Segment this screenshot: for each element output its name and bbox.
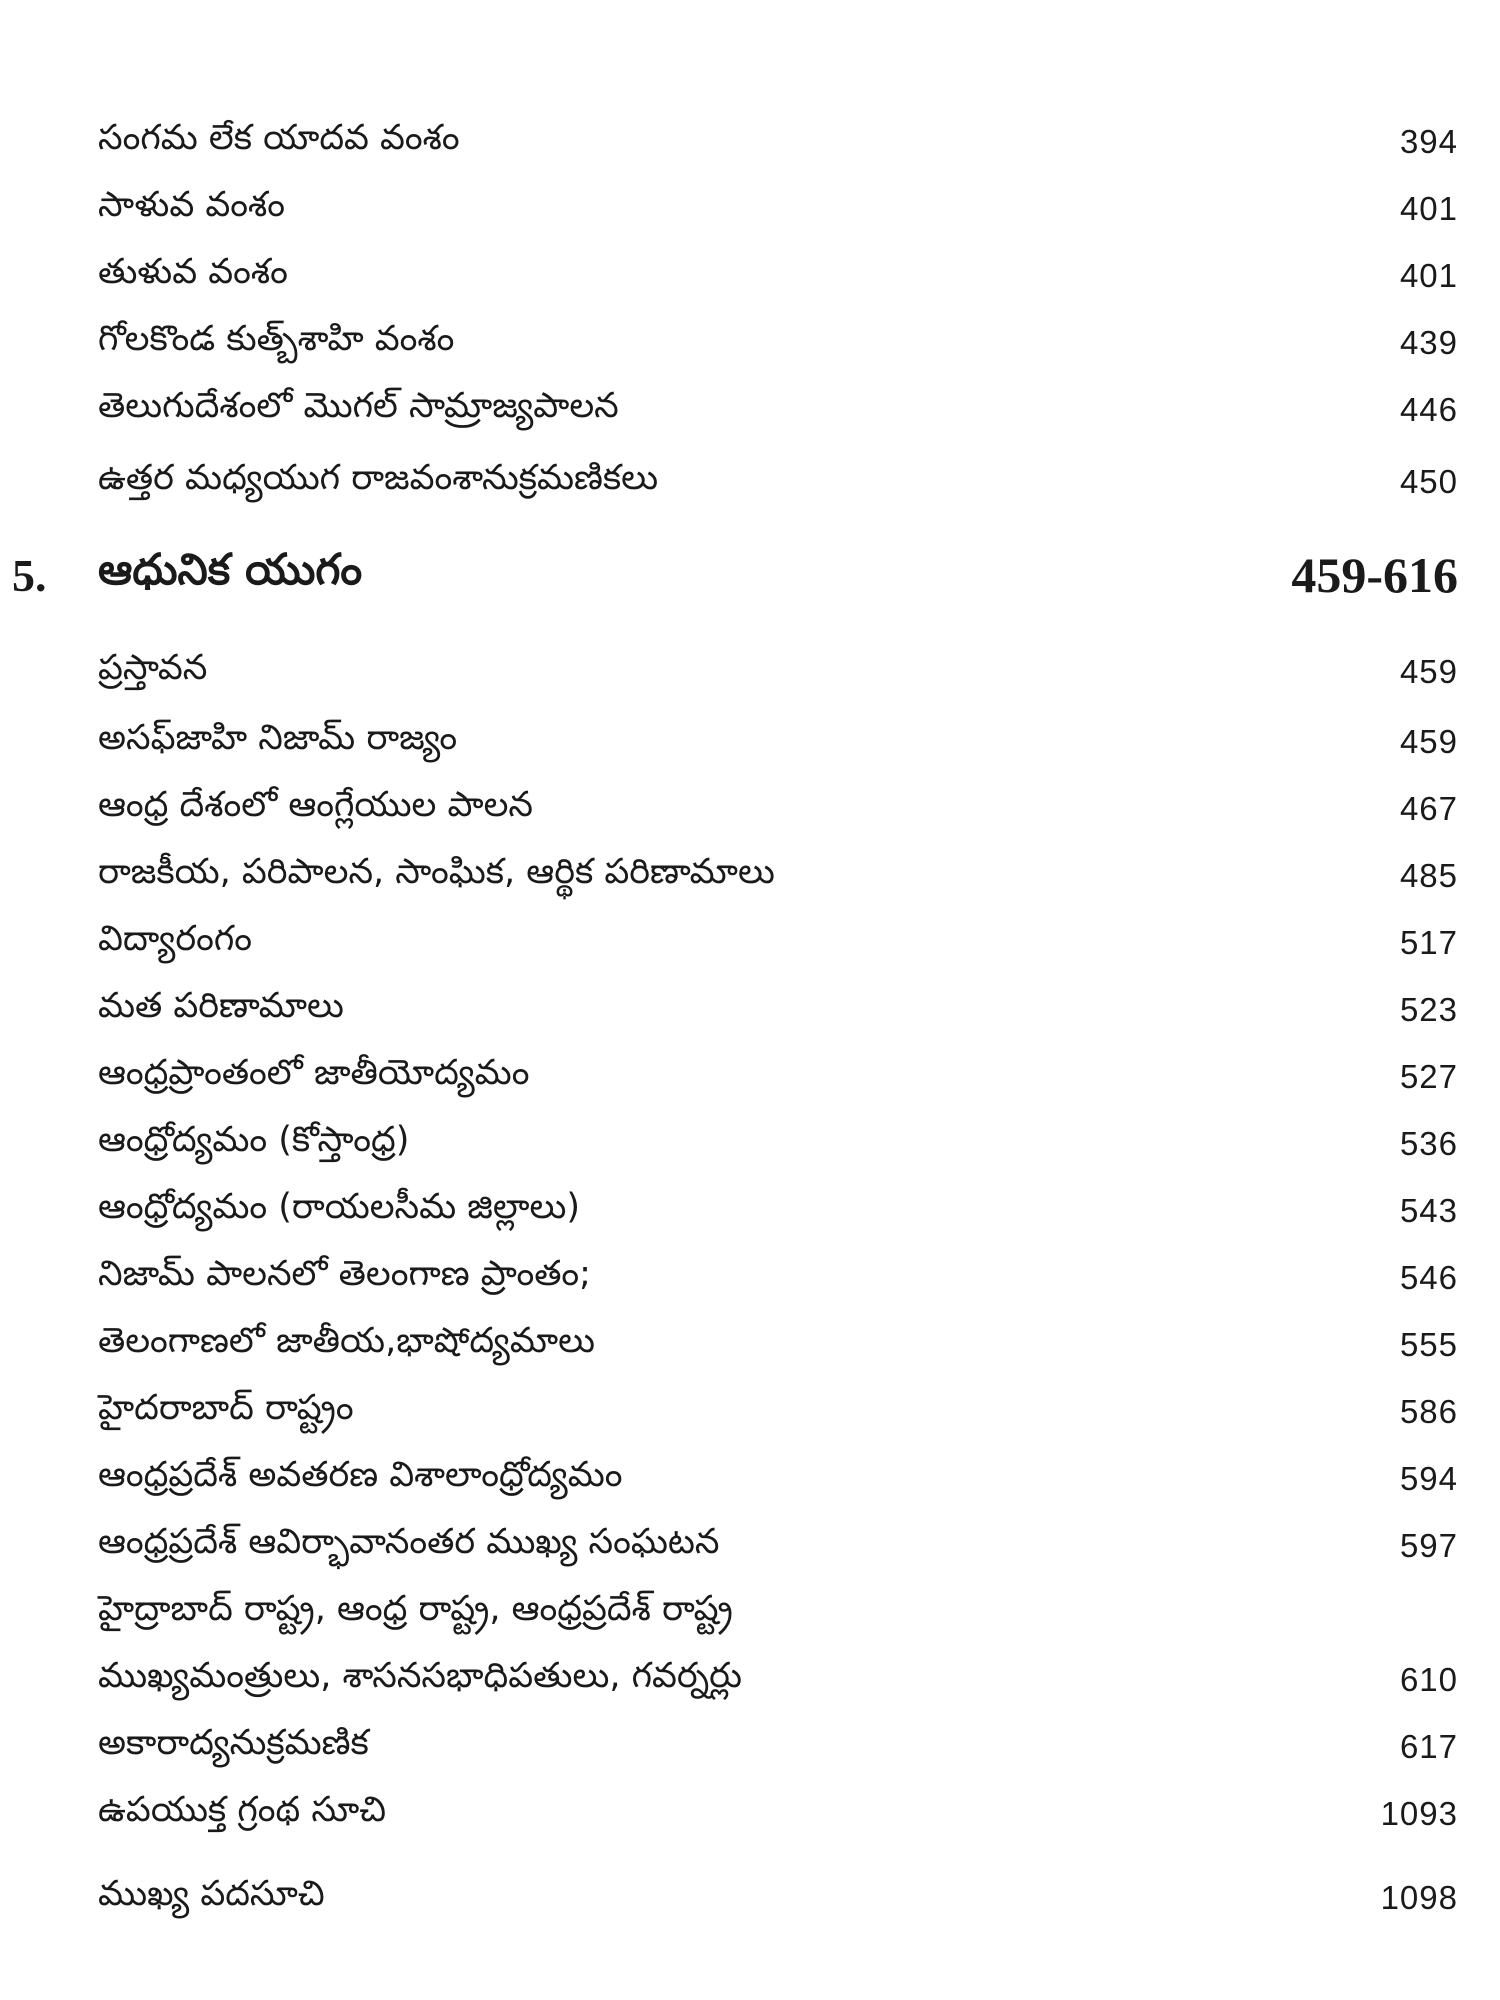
entry-page: 485 — [1399, 857, 1458, 894]
toc-entry — [98, 1650, 1458, 1710]
entry-title: ఆంధ్రప్రదేశ్ అవతరణ విశాలాంధ్రోద్యమం — [98, 1455, 623, 1495]
entry-page: 459 — [1399, 653, 1458, 690]
entry-title: మత పరిణామాలు — [98, 986, 344, 1026]
entry-page: 597 — [1399, 1527, 1458, 1564]
entry-title: తుళువ వంశం — [98, 252, 288, 292]
entry-title: ఆంధ్రప్రాంతంలో జాతీయోద్యమం — [98, 1053, 530, 1093]
entry-title: ప్రస్తావన — [98, 648, 208, 688]
toc-entry — [98, 1248, 1458, 1308]
entry-page: 401 — [1399, 190, 1458, 227]
entry-title: ఆంధ్రోద్యమం (కోస్తాంధ్ర) — [98, 1120, 410, 1160]
entry-page: 523 — [1399, 991, 1458, 1028]
entry-title: ఆంధ్రప్రదేశ్ ఆవిర్భావానంతర ముఖ్య సంఘటన — [98, 1522, 720, 1562]
toc-entry — [98, 642, 1458, 702]
toc-entry — [98, 846, 1458, 906]
entry-page: 546 — [1399, 1259, 1458, 1296]
entry-page: 394 — [1399, 123, 1458, 160]
toc-entry — [98, 1516, 1458, 1576]
toc-entry — [98, 1382, 1458, 1442]
toc-entry — [98, 1315, 1458, 1375]
entry-title: తెలుగుదేశంలో మొగల్ సామ్రాజ్యపాలన — [98, 386, 619, 426]
toc-entry — [98, 1449, 1458, 1509]
entry-page: 439 — [1399, 324, 1458, 361]
entry-title: అకారాద్యనుక్రమణిక — [98, 1723, 369, 1763]
entry-page: 446 — [1399, 391, 1458, 428]
entry-page: 536 — [1399, 1125, 1458, 1162]
entry-title: ఆంధ్రోద్యమం (రాయలసీమ జిల్లాలు) — [98, 1187, 581, 1227]
entry-title: గోలకొండ కుత్బ్‌శాహి వంశం — [98, 319, 455, 359]
entry-title: సంగమ లేక యాదవ వంశం — [98, 118, 460, 158]
entry-page: 450 — [1399, 463, 1458, 500]
entry-page: 617 — [1399, 1728, 1458, 1765]
section-page-range: 459-616 — [1291, 547, 1458, 603]
toc-entry — [98, 1114, 1458, 1174]
entry-title: ఆంధ్ర దేశంలో ఆంగ్లేయుల పాలన — [98, 785, 533, 825]
entry-title: హైద్రాబాద్ రాష్ట్ర, ఆంధ్ర రాష్ట్ర, ఆంధ్రప్రదేశ్ రాష్ట్ర — [98, 1589, 733, 1629]
toc-entry — [98, 313, 1458, 373]
entry-title: రాజకీయ, పరిపాలన, సాంఘిక, ఆర్థిక పరిణామాలు — [98, 852, 775, 892]
toc-entry — [98, 452, 1458, 512]
entry-page: 610 — [1399, 1661, 1458, 1698]
toc-entry — [98, 1784, 1458, 1844]
toc-entry — [98, 1181, 1458, 1241]
entry-title: ముఖ్య పదసూచి — [98, 1874, 325, 1914]
entry-page: 594 — [1399, 1460, 1458, 1497]
entry-title: ఉత్తర మధ్యయుగ రాజవంశానుక్రమణికలు — [98, 458, 659, 498]
toc-entry — [98, 712, 1458, 772]
toc-entry — [98, 913, 1458, 973]
toc-entry — [98, 179, 1458, 239]
entry-page: 527 — [1399, 1058, 1458, 1095]
entry-page: 555 — [1399, 1326, 1458, 1363]
entry-title: నిజామ్ పాలనలో తెలంగాణ ప్రాంతం; — [98, 1254, 591, 1294]
section-title: ఆధునిక యుగం — [98, 545, 363, 595]
toc-entry — [98, 1868, 1458, 1928]
toc-entry — [98, 1047, 1458, 1107]
entry-title: ముఖ్యమంత్రులు, శాసనసభాధిపతులు, గవర్నర్లు — [98, 1656, 742, 1696]
entry-title: అసఫ్‌జాహి నిజామ్ రాజ్యం — [98, 718, 458, 758]
toc-entry — [98, 779, 1458, 839]
entry-title: హైదరాబాద్ రాష్ట్రం — [98, 1388, 354, 1428]
entry-page: 586 — [1399, 1393, 1458, 1430]
entry-page: 401 — [1399, 257, 1458, 294]
toc-entry — [98, 1583, 1458, 1643]
toc-entry — [98, 380, 1458, 440]
toc-entry — [98, 246, 1458, 306]
entry-page: 517 — [1399, 924, 1458, 961]
entry-page: 543 — [1399, 1192, 1458, 1229]
entry-title: సాళువ వంశం — [98, 185, 285, 225]
toc-entry — [98, 1717, 1458, 1777]
section-number: 5. — [12, 549, 47, 601]
entry-title: విద్యారంగం — [98, 919, 252, 959]
section-heading — [12, 540, 1458, 610]
toc-entry — [98, 112, 1458, 172]
entry-title: ఉపయుక్త గ్రంథ సూచి — [98, 1790, 387, 1830]
entry-page: 1098 — [1380, 1879, 1458, 1916]
entry-page: 459 — [1399, 723, 1458, 760]
entry-page: 467 — [1399, 790, 1458, 827]
toc-entry — [98, 980, 1458, 1040]
entry-title: తెలంగాణలో జాతీయ,భాషోద్యమాలు — [98, 1321, 596, 1361]
entry-page: 1093 — [1380, 1795, 1458, 1832]
